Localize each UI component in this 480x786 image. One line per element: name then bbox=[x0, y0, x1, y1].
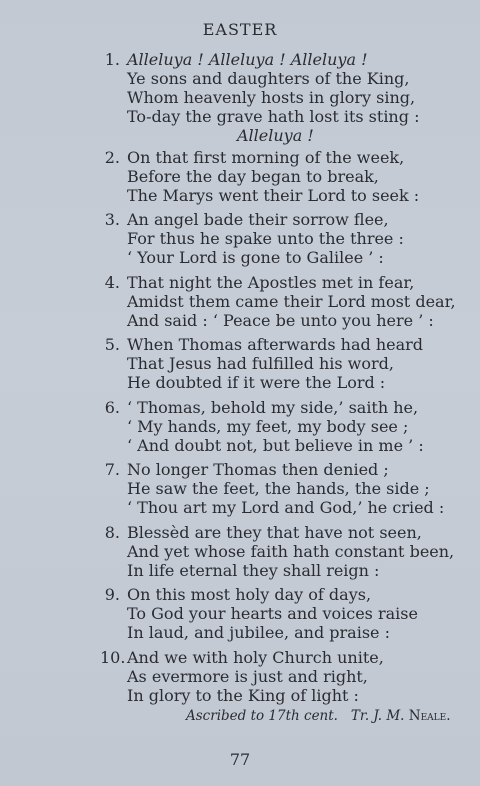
translator-prefix: Tr. J. M. bbox=[350, 708, 405, 724]
verse-line: Alleluya ! bbox=[237, 126, 314, 145]
verse-line: He doubted if it were the Lord : bbox=[127, 373, 386, 392]
verse-line: As evermore is just and right, bbox=[127, 667, 368, 686]
verse-line: Blessèd are they that have not seen, bbox=[127, 523, 422, 542]
page-title: EASTER bbox=[202, 20, 278, 39]
verse-line: Amidst them came their Lord most dear, bbox=[127, 292, 456, 311]
verse-number: 4. bbox=[104, 273, 120, 292]
translator-name: Neale. bbox=[408, 708, 451, 724]
verse-number: 5. bbox=[104, 335, 120, 354]
verse-number: 7. bbox=[104, 460, 120, 479]
verse-line: For thus he spake unto the three : bbox=[127, 229, 404, 248]
verse-line: Ye sons and daughters of the King, bbox=[127, 69, 410, 88]
verse-line: ‘ My hands, my feet, my body see ; bbox=[127, 417, 409, 436]
verse-line: And yet whose faith hath constant been, bbox=[127, 542, 455, 561]
verse-line: When Thomas afterwards had heard bbox=[127, 335, 424, 354]
verse-number: 6. bbox=[104, 398, 120, 417]
verse-line: In life eternal they shall reign : bbox=[127, 561, 380, 580]
verse-number: 2. bbox=[104, 148, 120, 167]
verse-line: To God your hearts and voices raise bbox=[127, 604, 418, 623]
verse-line: On that first morning of the week, bbox=[127, 148, 405, 167]
verse-line: Alleluya ! Alleluya ! Alleluya ! bbox=[127, 50, 368, 69]
verse-line: On this most holy day of days, bbox=[127, 585, 372, 604]
verse-number: 9. bbox=[104, 585, 120, 604]
verse-line: He saw the feet, the hands, the side ; bbox=[127, 479, 430, 498]
verse-line: And we with holy Church unite, bbox=[127, 648, 384, 667]
verse-line: Whom heavenly hosts in glory sing, bbox=[127, 88, 416, 107]
ascription-source: Ascribed to 17th cent. bbox=[186, 708, 338, 724]
verse-number: 10. bbox=[100, 648, 126, 667]
verse-number: 1. bbox=[104, 50, 120, 69]
verse-line: ‘ Thou art my Lord and God,’ he cried : bbox=[127, 498, 445, 517]
verse-line: To-day the grave hath lost its sting : bbox=[127, 107, 420, 126]
verse-line: In glory to the King of light : bbox=[127, 686, 359, 705]
verse-line: The Marys went their Lord to seek : bbox=[127, 186, 420, 205]
verse-line: Before the day began to break, bbox=[127, 167, 379, 186]
verse-line: ‘ Your Lord is gone to Galilee ’ : bbox=[127, 248, 384, 267]
verse-number: 8. bbox=[104, 523, 120, 542]
verse-line: In laud, and jubilee, and praise : bbox=[127, 623, 390, 642]
verse-line: ‘ Thomas, behold my side,’ saith he, bbox=[127, 398, 419, 417]
verse-line: An angel bade their sorrow flee, bbox=[127, 210, 389, 229]
verse-line: ‘ And doubt not, but believe in me ’ : bbox=[127, 436, 424, 455]
verse-line: No longer Thomas then denied ; bbox=[127, 460, 389, 479]
verse-line: That Jesus had fulfilled his word, bbox=[127, 354, 394, 373]
page-number: 77 bbox=[229, 750, 251, 769]
verse-line: That night the Apostles met in fear, bbox=[127, 273, 415, 292]
verse-line: And said : ‘ Peace be unto you here ’ : bbox=[127, 311, 434, 330]
ascription bbox=[186, 708, 451, 724]
verse-number: 3. bbox=[104, 210, 120, 229]
